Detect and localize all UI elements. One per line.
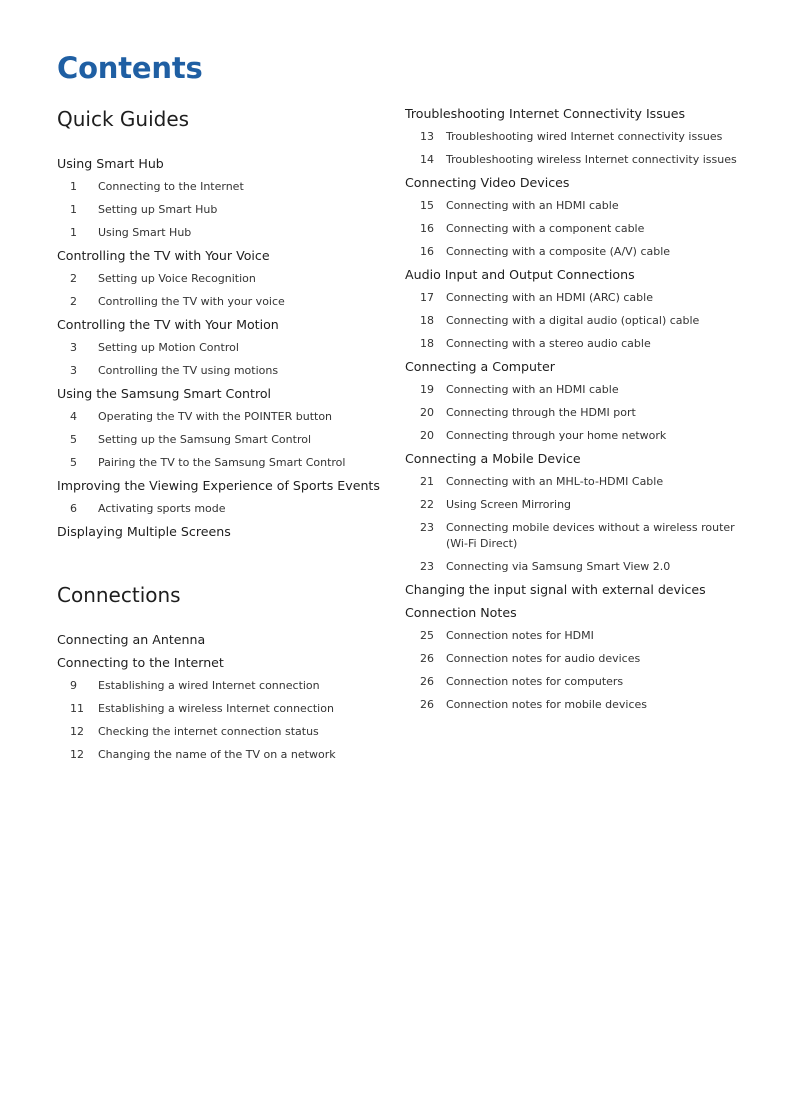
toc-entry-text: Controlling the TV with your voice — [98, 295, 285, 308]
toc-entry-text: Connecting through the HDMI port — [446, 406, 636, 419]
toc-group — [405, 582, 745, 598]
toc-group-title[interactable]: Improving the Viewing Experience of Sports Events — [57, 478, 380, 493]
toc-group-title[interactable]: Connecting a Computer — [405, 359, 555, 374]
toc-page-number: 16 — [420, 245, 434, 258]
toc-page-number: 2 — [70, 272, 77, 285]
toc-entry-text: Connection notes for audio devices — [446, 652, 641, 665]
toc-group-title[interactable]: Audio Input and Output Connections — [405, 267, 635, 282]
toc-entry-text: Establishing a wireless Internet connection — [98, 702, 334, 715]
toc-entry-text: Setting up the Samsung Smart Control — [98, 433, 312, 446]
toc-page-number: 1 — [70, 180, 77, 193]
left-column — [57, 102, 387, 770]
toc-page-number: 15 — [420, 199, 434, 212]
toc-page-number: 23 — [420, 560, 434, 573]
toc-entry-text: Connecting with an HDMI cable — [446, 199, 619, 212]
toc-entry-text: Connecting with an HDMI cable — [446, 383, 619, 396]
toc-entry[interactable] — [405, 244, 745, 260]
page-title: Contents — [57, 51, 203, 85]
toc-entry-text: Connecting with an HDMI (ARC) cable — [446, 291, 653, 304]
toc-entry-text: Connecting with a digital audio (optical) cable — [446, 314, 700, 327]
toc-entry-text: Connecting with a component cable — [446, 222, 645, 235]
toc-page-number: 13 — [420, 130, 434, 143]
toc-group — [57, 478, 387, 517]
toc-entry-text: Connecting via Samsung Smart View 2.0 — [446, 560, 671, 573]
toc-page-number: 16 — [420, 222, 434, 235]
toc-entry[interactable] — [57, 678, 387, 694]
toc-page-number: 23 — [420, 521, 434, 534]
toc-page-number: 3 — [70, 341, 77, 354]
toc-entry-text: Connecting to the Internet — [98, 180, 244, 193]
toc-entry[interactable] — [405, 651, 745, 667]
toc-entry[interactable] — [405, 628, 745, 644]
toc-entry-text: Setting up Voice Recognition — [98, 272, 256, 285]
toc-entry[interactable] — [405, 428, 745, 444]
toc-page-number: 18 — [420, 337, 434, 350]
toc-group — [57, 156, 387, 241]
toc-group-title[interactable]: Connection Notes — [405, 605, 517, 620]
toc-group-title[interactable]: Using the Samsung Smart Control — [57, 386, 272, 401]
toc-entry[interactable] — [405, 152, 745, 168]
toc-entry-text: Activating sports mode — [98, 502, 226, 515]
toc-page-number: 19 — [420, 383, 434, 396]
toc-group-title[interactable]: Connecting to the Internet — [57, 655, 224, 670]
toc-page-number: 1 — [70, 226, 77, 239]
toc-group — [57, 524, 387, 540]
toc-entry-text: Troubleshooting wireless Internet connectivity issues — [446, 153, 737, 166]
toc-entry[interactable] — [405, 290, 745, 306]
toc-entry[interactable] — [57, 202, 387, 218]
toc-page-number: 20 — [420, 429, 434, 442]
toc-page-number: 26 — [420, 698, 434, 711]
toc-page-number: 20 — [420, 406, 434, 419]
toc-entry[interactable] — [57, 340, 387, 356]
toc-group-title[interactable]: Troubleshooting Internet Connectivity Issues — [405, 106, 686, 121]
toc-entry[interactable] — [405, 129, 745, 145]
toc-entry[interactable] — [405, 198, 745, 214]
toc-entry[interactable] — [57, 409, 387, 425]
toc-entry-text: Changing the name of the TV on a network — [98, 748, 336, 761]
toc-group — [57, 317, 387, 379]
toc-entry[interactable] — [405, 336, 745, 352]
toc-entry-text: Connecting with a stereo audio cable — [446, 337, 651, 350]
toc-entry[interactable] — [57, 225, 387, 241]
toc-entry[interactable] — [57, 179, 387, 195]
toc-group-title[interactable]: Connecting an Antenna — [57, 632, 206, 647]
toc-entry[interactable] — [405, 559, 745, 575]
toc-page-number: 3 — [70, 364, 77, 377]
toc-group-title[interactable]: Connecting Video Devices — [405, 175, 570, 190]
toc-entry[interactable] — [405, 674, 745, 690]
toc-entry-text: Controlling the TV using motions — [98, 364, 279, 377]
toc-group — [405, 359, 745, 444]
toc-page-number: 21 — [420, 475, 434, 488]
toc-group — [57, 386, 387, 471]
toc-entry-text: Pairing the TV to the Samsung Smart Control — [98, 456, 346, 469]
toc-entry[interactable] — [405, 474, 745, 490]
toc-entry-text: Connection notes for HDMI — [446, 629, 594, 642]
toc-group — [405, 451, 745, 575]
toc-entry-text: Connecting mobile devices without a wireless router (Wi-Fi Direct) — [446, 521, 735, 550]
toc-group — [57, 632, 387, 648]
toc-page-number: 26 — [420, 675, 434, 688]
toc-entry[interactable] — [405, 405, 745, 421]
toc-entry[interactable] — [57, 501, 387, 517]
toc-page-number: 6 — [70, 502, 77, 515]
toc-group-title[interactable]: Controlling the TV with Your Voice — [57, 248, 270, 263]
toc-page-number: 14 — [420, 153, 434, 166]
toc-entry-text: Setting up Motion Control — [98, 341, 239, 354]
toc-page-number: 12 — [70, 748, 84, 761]
toc-page-number: 5 — [70, 456, 77, 469]
toc-page-number: 5 — [70, 433, 77, 446]
toc-group — [405, 605, 745, 713]
toc-page-number: 4 — [70, 410, 77, 423]
toc-page-number: 18 — [420, 314, 434, 327]
toc-entry-text: Troubleshooting wired Internet connectivity issues — [446, 130, 723, 143]
toc-entry[interactable] — [57, 271, 387, 287]
toc-entry-text: Connection notes for mobile devices — [446, 698, 648, 711]
toc-entry-text: Using Smart Hub — [98, 226, 192, 239]
toc-entry-text: Connecting with a composite (A/V) cable — [446, 245, 671, 258]
toc-entry-text: Operating the TV with the POINTER button — [98, 410, 333, 423]
toc-entry-text: Connecting through your home network — [446, 429, 667, 442]
toc-entry[interactable] — [57, 455, 387, 471]
toc-page-number: 25 — [420, 629, 434, 642]
toc-entry[interactable] — [57, 701, 387, 717]
toc-entry-text: Checking the internet connection status — [98, 725, 319, 738]
toc-group — [405, 267, 745, 352]
toc-group-title[interactable]: Connecting a Mobile Device — [405, 451, 581, 466]
toc-entry[interactable] — [57, 363, 387, 379]
toc-page-number: 26 — [420, 652, 434, 665]
toc-group — [57, 248, 387, 310]
toc-group — [405, 106, 745, 168]
toc-entry[interactable] — [405, 497, 745, 513]
toc-group-title[interactable]: Displaying Multiple Screens — [57, 524, 231, 539]
toc-entry[interactable] — [405, 221, 745, 237]
toc-entry-text: Using Screen Mirroring — [446, 498, 572, 511]
toc-entry[interactable] — [57, 747, 387, 763]
toc-group-title[interactable]: Using Smart Hub — [57, 156, 164, 171]
toc-entry[interactable] — [405, 520, 745, 552]
toc-entry-text: Establishing a wired Internet connection — [98, 679, 320, 692]
toc-page-number: 1 — [70, 203, 77, 216]
toc-entry-text: Connecting with an MHL-to-HDMI Cable — [446, 475, 664, 488]
toc-group-title[interactable]: Controlling the TV with Your Motion — [57, 317, 279, 332]
toc-page-number: 11 — [70, 702, 84, 715]
right-column — [405, 102, 745, 720]
section-title-quick-guides: Quick Guides — [57, 107, 190, 131]
toc-entry-text: Setting up Smart Hub — [98, 203, 218, 216]
toc-entry[interactable] — [57, 294, 387, 310]
toc-entry[interactable] — [57, 432, 387, 448]
toc-entry[interactable] — [405, 697, 745, 713]
toc-group — [57, 655, 387, 763]
toc-entry[interactable] — [405, 313, 745, 329]
section-title-connections: Connections — [57, 583, 181, 607]
toc-entry[interactable] — [405, 382, 745, 398]
toc-page-number: 17 — [420, 291, 434, 304]
toc-group-title[interactable]: Changing the input signal with external devices — [405, 582, 706, 597]
toc-entry-text: Connection notes for computers — [446, 675, 624, 688]
toc-page-number: 9 — [70, 679, 77, 692]
toc-page-number: 12 — [70, 725, 84, 738]
toc-page-number: 22 — [420, 498, 434, 511]
toc-group — [405, 175, 745, 260]
toc-entry[interactable] — [57, 724, 387, 740]
toc-page-number: 2 — [70, 295, 77, 308]
